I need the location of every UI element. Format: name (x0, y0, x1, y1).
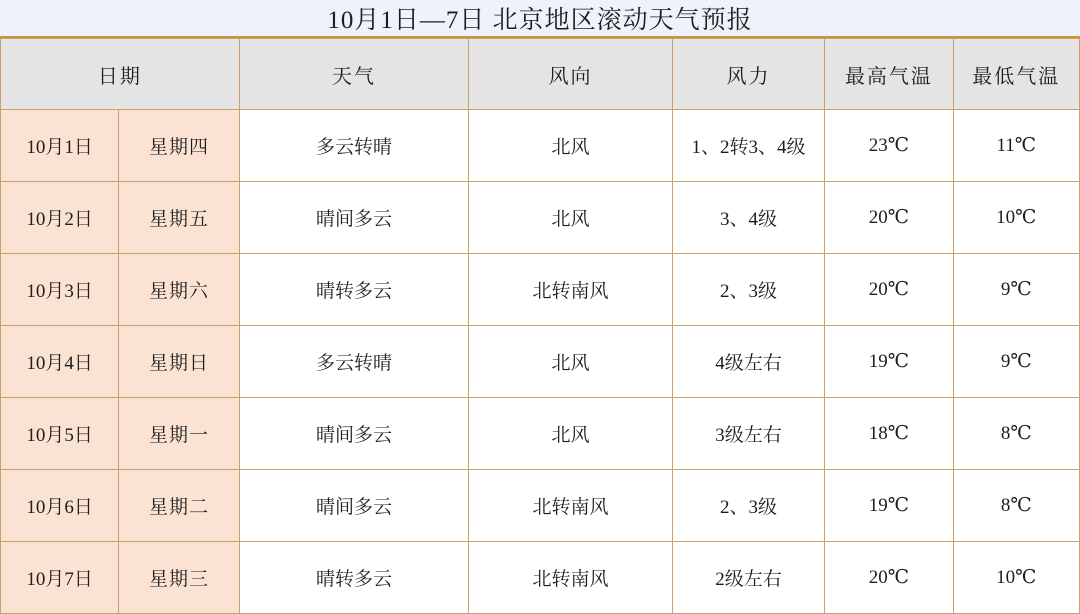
cell-date: 10月3日 (1, 254, 119, 326)
cell-temp-max: 18℃ (825, 398, 953, 470)
column-header-weather: 天气 (239, 39, 469, 110)
table-header (1, 39, 1080, 110)
table-row (1, 254, 1080, 326)
cell-wind-power: 4级左右 (672, 326, 824, 398)
cell-date: 10月7日 (1, 542, 119, 614)
cell-temp-max: 20℃ (825, 254, 953, 326)
table-row (1, 398, 1080, 470)
document-title-bar (0, 0, 1080, 38)
column-header-date: 日期 (1, 39, 240, 110)
cell-wind-power: 1、2转3、4级 (672, 110, 824, 182)
cell-wind-direction: 北转南风 (469, 254, 673, 326)
cell-date: 10月2日 (1, 182, 119, 254)
cell-wind-direction: 北转南风 (469, 542, 673, 614)
cell-wind-power: 2、3级 (672, 470, 824, 542)
table-row (1, 110, 1080, 182)
column-header-temp-max: 最高气温 (825, 39, 953, 110)
column-header-temp-min: 最低气温 (953, 39, 1079, 110)
column-header-wind-power: 风力 (672, 39, 824, 110)
column-header-wind-direction: 风向 (469, 39, 673, 110)
cell-wind-direction: 北风 (469, 398, 673, 470)
table-header-row (1, 39, 1080, 110)
cell-weather: 晴转多云 (239, 254, 469, 326)
cell-weekday: 星期四 (119, 110, 239, 182)
cell-temp-min: 10℃ (953, 542, 1079, 614)
table-body (1, 110, 1080, 614)
cell-temp-min: 11℃ (953, 110, 1079, 182)
cell-weather: 晴转多云 (239, 542, 469, 614)
cell-weekday: 星期五 (119, 182, 239, 254)
cell-wind-power: 3级左右 (672, 398, 824, 470)
cell-weekday: 星期日 (119, 326, 239, 398)
cell-wind-direction: 北风 (469, 182, 673, 254)
cell-temp-max: 19℃ (825, 470, 953, 542)
cell-wind-power: 3、4级 (672, 182, 824, 254)
cell-wind-direction: 北风 (469, 326, 673, 398)
cell-wind-power: 2、3级 (672, 254, 824, 326)
cell-wind-direction: 北风 (469, 110, 673, 182)
cell-date: 10月4日 (1, 326, 119, 398)
cell-temp-min: 8℃ (953, 398, 1079, 470)
cell-temp-min: 9℃ (953, 326, 1079, 398)
cell-date: 10月6日 (1, 470, 119, 542)
cell-weekday: 星期三 (119, 542, 239, 614)
cell-weather: 多云转晴 (239, 326, 469, 398)
cell-temp-max: 20℃ (825, 542, 953, 614)
cell-wind-direction: 北转南风 (469, 470, 673, 542)
cell-weather: 晴间多云 (239, 470, 469, 542)
cell-date: 10月5日 (1, 398, 119, 470)
cell-wind-power: 2级左右 (672, 542, 824, 614)
cell-weekday: 星期二 (119, 470, 239, 542)
cell-temp-min: 9℃ (953, 254, 1079, 326)
cell-temp-min: 8℃ (953, 470, 1079, 542)
page-title: 10月1日—7日 北京地区滚动天气预报 (327, 7, 753, 34)
table-row (1, 542, 1080, 614)
cell-weather: 晴间多云 (239, 398, 469, 470)
cell-weekday: 星期六 (119, 254, 239, 326)
cell-temp-min: 10℃ (953, 182, 1079, 254)
cell-temp-max: 20℃ (825, 182, 953, 254)
cell-weather: 多云转晴 (239, 110, 469, 182)
cell-temp-max: 23℃ (825, 110, 953, 182)
cell-date: 10月1日 (1, 110, 119, 182)
table-row (1, 326, 1080, 398)
table-row (1, 182, 1080, 254)
cell-weather: 晴间多云 (239, 182, 469, 254)
table-row (1, 470, 1080, 542)
weather-forecast-table (0, 38, 1080, 614)
cell-weekday: 星期一 (119, 398, 239, 470)
cell-temp-max: 19℃ (825, 326, 953, 398)
